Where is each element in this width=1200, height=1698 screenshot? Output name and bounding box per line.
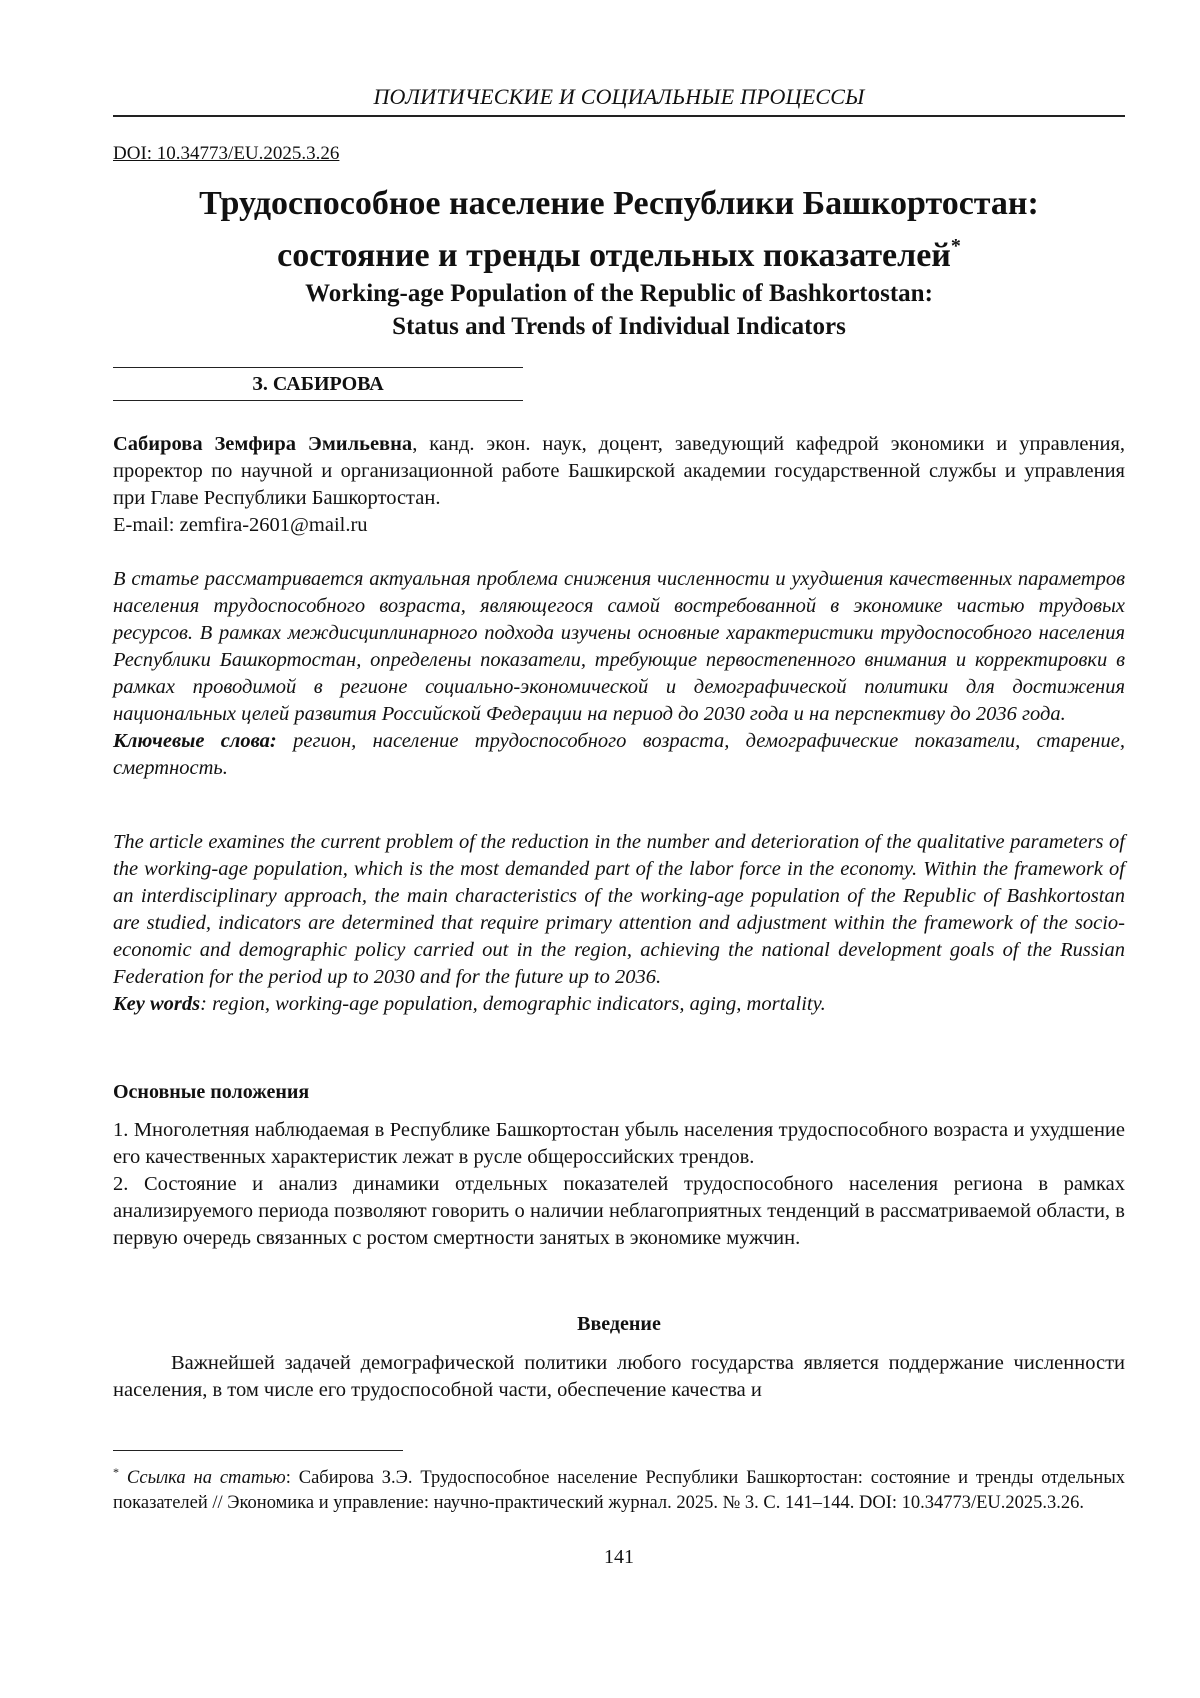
abstract-ru-text: В статье рассматривается актуальная проблема снижения численности и ухудшения качественных параметров населения трудоспособного возраста, являющегося самой востребованной в экономике частью трудовых ресурсов. В рамках междисциплинарного подхода изучены основные характеристики трудоспособного населения Республики Башкортостан, определены показатели, требующие первостепенного внимания и корректировки в рамках проводимой в регионе социально-экономической и демографической политики для достижения национальных целей развития Российской Федерации на период до 2030 года и на перспективу до 2036 года. (113, 568, 1125, 725)
main-point-2: 2. Состояние и анализ динамики отдельных показателей трудоспособного населения региона в рамках анализируемого периода позволяют говорить о наличии неблагоприятных тенденций в рассматриваемой области, в первую очередь связанных с ростом смертности занятых в экономике мужчин. (113, 1173, 1125, 1249)
abstract-ru (113, 566, 1125, 782)
main-point-1: 1. Многолетняя наблюдаемая в Республике Башкортостан убыль населения трудоспособного возраста и ухудшение его качественных характеристик лежат в русле общероссийских трендов. (113, 1119, 1125, 1168)
author-full-name: Сабирова Земфира Эмильевна (113, 433, 413, 455)
title-footnote-marker[interactable]: * (950, 235, 961, 257)
title-ru (113, 182, 1125, 277)
footnote-text: : Сабирова З.Э. Трудоспособное население Республики Башкортостан: состояние и тренды отдельных показателей // Экономика и управление: научно-практический журнал. 2025. № 3. С. 141–144. DOI: 10.34773/EU.2025.3.26. (113, 1468, 1125, 1514)
abstract-en-text: The article examines the current problem of the reduction in the number and deterioration of the qualitative parameters of the working-age population, which is the most demanded part of the labor force in the economy. Within the framework of an interdisciplinary approach, the main characteristics of the working-age population of the Republic of Bashkortostan are studied, indicators are determined that require primary attention and adjustment within the framework of the socio-economic and demographic policy carried out in the region, achieving the national development goals of the Russian Federation for the period up to 2030 and for the future up to 2036. (113, 831, 1125, 988)
intro-paragraph: Важнейшей задачей демографической политики любого государства является поддержание численности населения, в том числе его трудоспособной части, обеспечение качества и (113, 1352, 1125, 1401)
keywords-en: : region, working-age population, demographic indicators, aging, mortality. (200, 993, 826, 1015)
title-ru-line1: Трудоспособное население Республики Башкортостан: (199, 185, 1039, 222)
author-rule-top (113, 367, 523, 368)
running-header: ПОЛИТИЧЕСКИЕ И СОЦИАЛЬНЫЕ ПРОЦЕССЫ (373, 84, 865, 109)
author-details: , канд. экон. наук, доцент, заведующий кафедрой экономики и управления, проректор по научной и организационной работе Башкирской академии государственной службы и управления при Главе Республики Башкортостан. (113, 433, 1125, 509)
keywords-ru: регион, население трудоспособного возраста, демографические показатели, старение, смертность. (113, 730, 1125, 779)
author-rule-bottom (113, 400, 523, 401)
title-en-line1: Working-age Population of the Republic of Bashkortostan: (305, 280, 933, 307)
page-number: 141 (604, 1546, 634, 1568)
footnote (113, 1460, 1125, 1516)
title-en (213, 277, 1025, 343)
author-email[interactable]: E-mail: zemfira-2601@mail.ru (113, 514, 368, 536)
main-points-heading: Основные положения (113, 1081, 310, 1103)
main-points (113, 1117, 1125, 1252)
title-en-line2: Status and Trends of Individual Indicators (392, 313, 846, 340)
keywords-ru-label: Ключевые слова: (113, 730, 277, 752)
keywords-en-label: Key words (113, 993, 201, 1015)
footnote-label: Ссылка на статью (126, 1468, 286, 1489)
footnote-marker: * (113, 1465, 119, 1479)
author-info (113, 431, 1125, 539)
intro-heading: Введение (577, 1313, 661, 1335)
footnote-rule (113, 1450, 403, 1451)
author-short: З. САБИРОВА (252, 373, 384, 395)
doi-link[interactable]: DOI: 10.34773/EU.2025.3.26 (113, 143, 340, 164)
abstract-en (113, 829, 1125, 1018)
header-rule (113, 115, 1125, 117)
title-ru-line2: состояние и тренды отдельных показателей (277, 237, 951, 274)
